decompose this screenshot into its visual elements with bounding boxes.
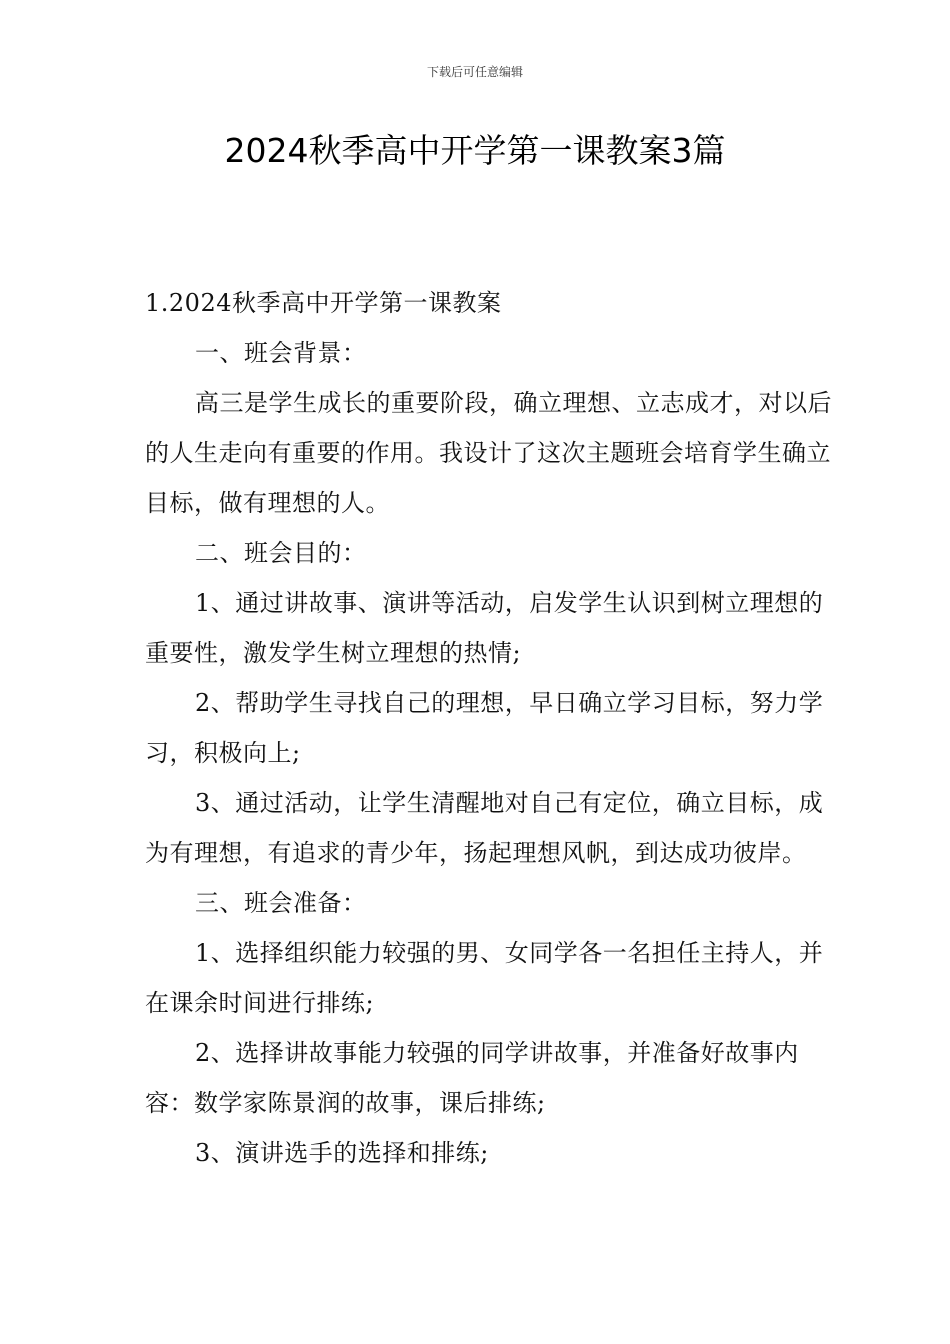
paragraph: 1、通过讲故事、演讲等活动，启发学生认识到树立理想的重要性，激发学生树立理想的热情;: [145, 589, 824, 667]
document-title: 2024秋季高中开学第一课教案3篇: [224, 131, 726, 170]
paragraph: 高三是学生成长的重要阶段，确立理想、立志成才，对以后的人生走向有重要的作用。我设计了这次主题班会培育学生确立目标，做有理想的人。: [145, 389, 832, 517]
document-body: [145, 278, 835, 1178]
paragraph: 2、选择讲故事能力较强的同学讲故事，并准备好故事内容：数学家陈景润的故事，课后排练;: [145, 1039, 799, 1117]
paragraph: 一、班会背景：: [195, 339, 367, 367]
paragraph: 三、班会准备：: [195, 889, 367, 917]
header-note: 下载后可任意编辑: [426, 65, 523, 79]
paragraph: 1、选择组织能力较强的男、女同学各一名担任主持人，并在课余时间进行排练;: [145, 939, 824, 1017]
paragraph: 二、班会目的：: [195, 539, 367, 567]
paragraph: 2、帮助学生寻找自己的理想，早日确立学习目标，努力学习，积极向上;: [145, 689, 824, 767]
paragraph: 3、演讲选手的选择和排练;: [195, 1139, 489, 1167]
section-heading: 1.2024秋季高中开学第一课教案: [145, 289, 502, 317]
paragraph: 3、通过活动，让学生清醒地对自己有定位，确立目标，成为有理想，有追求的青少年，扬起理想风帆，到达成功彼岸。: [145, 789, 824, 867]
